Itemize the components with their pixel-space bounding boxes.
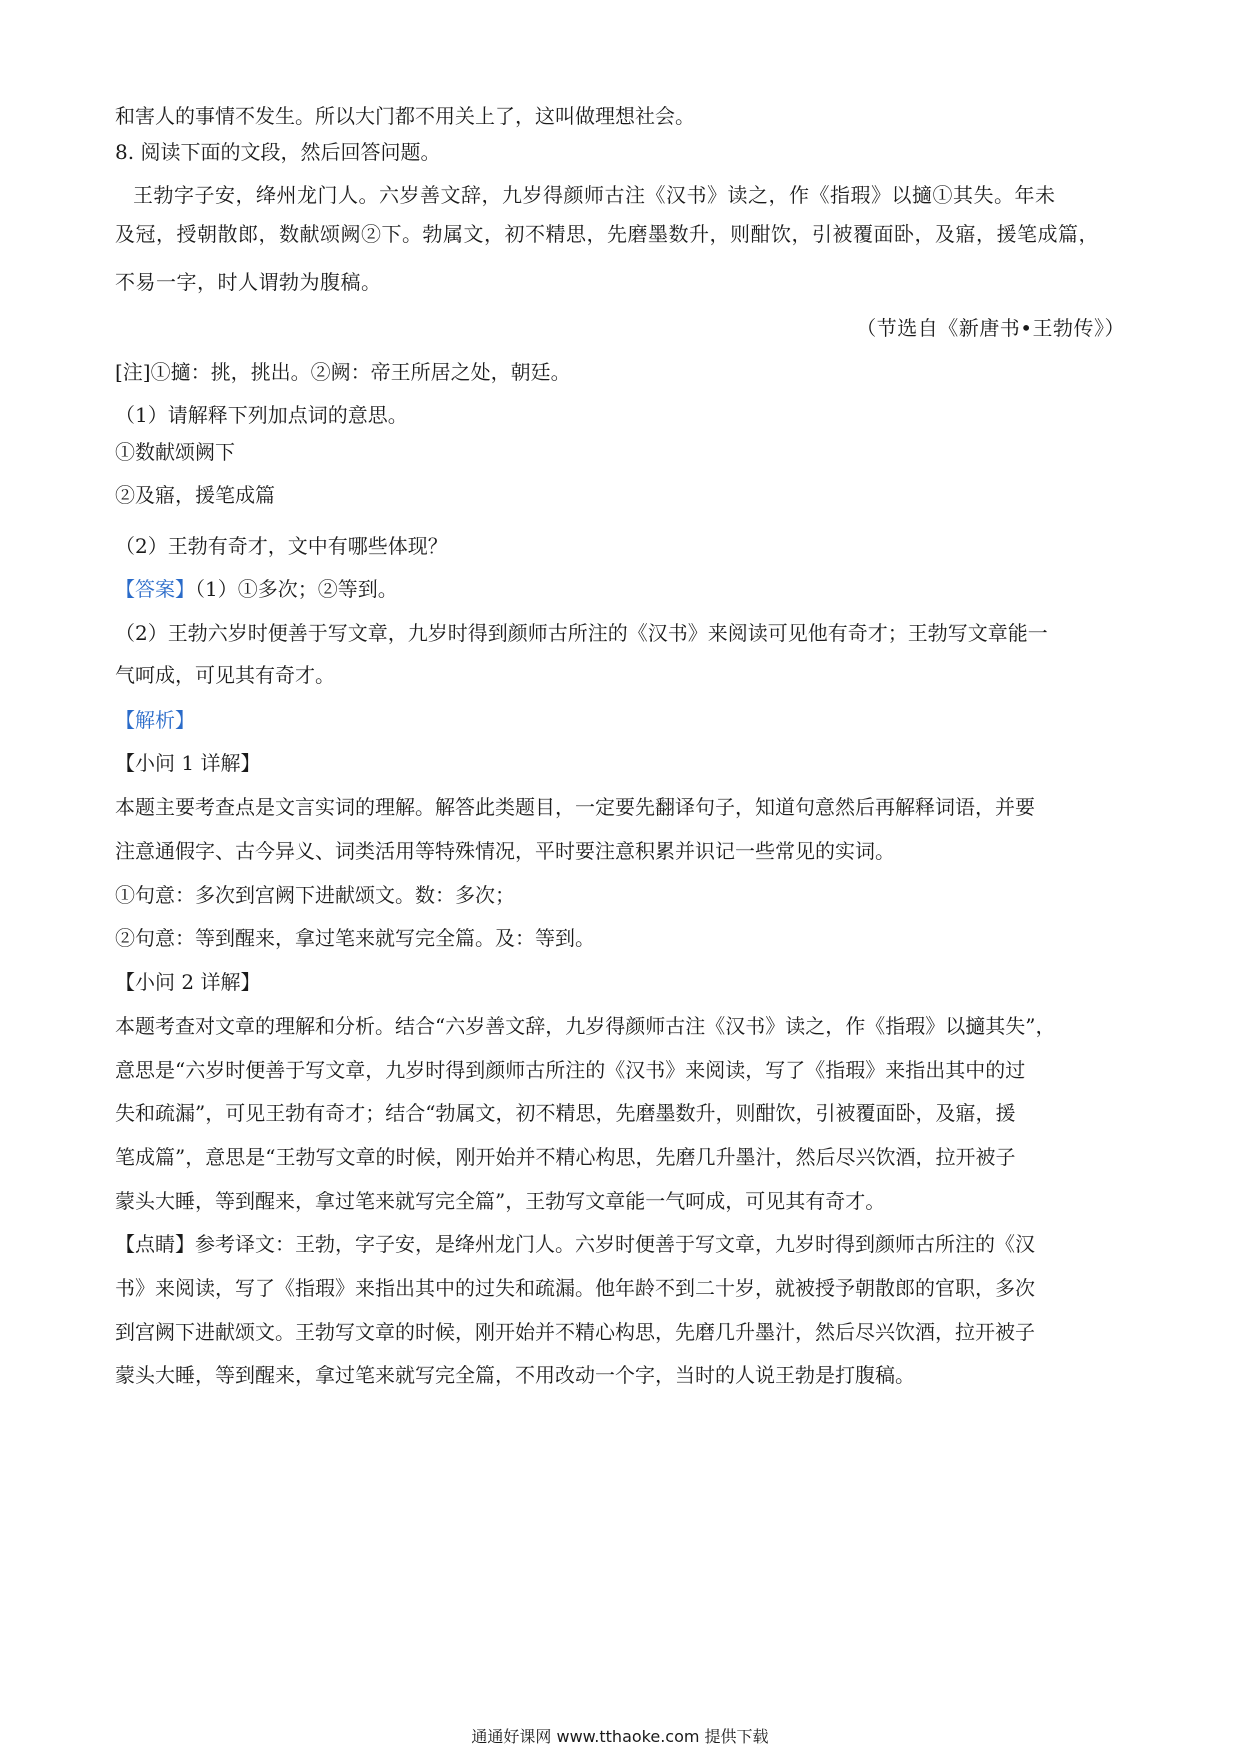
question-heading: 8. 阅读下面的文段，然后回答问题。 <box>115 140 441 164</box>
translation-line: 书》来阅读，写了《指瑕》来指出其中的过失和疏漏。他年龄不到二十岁，就被授予朝散郎的官职，多次 <box>115 1276 1035 1300</box>
analysis-line: 本题考查对文章的理解和分析。结合“六岁善文辞，九岁得颜师古注《汉书》读之，作《指瑕》以擿其失”， <box>115 1014 1056 1038</box>
section-heading: 【小问 2 详解】 <box>115 970 261 994</box>
answer-line: 气呵成，可见其有奇才。 <box>115 663 335 687</box>
note-line: [注]①擿：挑，挑出。②阙：帝王所居之处，朝廷。 <box>115 360 571 384</box>
section-heading: 【小问 1 详解】 <box>115 751 261 775</box>
analysis-line: ②句意：等到醒来，拿过笔来就写完全篇。及：等到。 <box>115 926 595 950</box>
analysis-line: 注意通假字、古今异义、词类活用等特殊情况，平时要注意积累并识记一些常见的实词。 <box>115 839 895 863</box>
analysis-line: 蒙头大睡，等到醒来，拿过笔来就写完全篇”，王勃写文章能一气呵成，可见其有奇才。 <box>115 1189 886 1213</box>
source-citation: （节选自《新唐书•王勃传》） <box>856 316 1125 340</box>
answer-line: （2）王勃六岁时便善于写文章，九岁时得到颜师古所注的《汉书》来阅读可见他有奇才；王勃写文章能一 <box>115 621 1048 645</box>
translation-line: 到宫阙下进献颂文。王勃写文章的时候，刚开始并不精心构思，先磨几升墨汁，然后尽兴饮酒，拉开被子 <box>115 1320 1035 1344</box>
passage-line: 及冠，授朝散郎，数献颂阙②下。勃属文，初不精思，先磨墨数升，则酣饮，引被覆面卧，及寤，援笔成篇， <box>115 222 1099 246</box>
analysis-line: 意思是“六岁时便善于写文章，九岁时得到颜师古所注的《汉书》来阅读，写了《指瑕》来指出其中的过 <box>115 1058 1026 1082</box>
text-line: 和害人的事情不发生。所以大门都不用关上了，这叫做理想社会。 <box>115 104 695 128</box>
dianjing-label: 【点睛】 <box>115 1232 195 1256</box>
analysis-line: ①句意：多次到宫阙下进献颂文。数：多次； <box>115 883 515 907</box>
translation-line <box>115 1230 1125 1258</box>
passage-line: 王勃字子安，绛州龙门人。六岁善文辞，九岁得颜师古注《汉书》读之，作《指瑕》以擿①其失。年未 <box>133 183 1056 207</box>
item-2: ②及寤，援笔成篇 <box>115 483 275 507</box>
subquestion-1: （1）请解释下列加点词的意思。 <box>115 403 408 427</box>
translation-text: 参考译文：王勃，字子安，是绛州龙门人。六岁时便善于写文章，九岁时得到颜师古所注的《汉 <box>195 1232 1035 1256</box>
answer-text: （1）①多次；②等到。 <box>195 577 398 601</box>
page-footer: 通通好课网 www.tthaoke.com 提供下载 <box>471 1727 769 1746</box>
analysis-line: 笔成篇”，意思是“王勃写文章的时候，刚开始并不精心构思，先磨几升墨汁，然后尽兴饮酒，拉开被子 <box>115 1145 1016 1169</box>
answer-line <box>115 575 1125 603</box>
analysis-label: 【解析】 <box>115 708 195 732</box>
passage-line: 不易一字，时人谓勃为腹稿。 <box>115 270 382 294</box>
analysis-line: 本题主要考查点是文言实词的理解。解答此类题目，一定要先翻译句子，知道句意然后再解释词语，并要 <box>115 795 1035 819</box>
subquestion-2: （2）王勃有奇才，文中有哪些体现？ <box>115 534 448 558</box>
answer-label: 【答案】 <box>115 577 195 601</box>
analysis-line: 失和疏漏”，可见王勃有奇才；结合“勃属文，初不精思，先磨墨数升，则酣饮，引被覆面卧，及寤，援 <box>115 1101 1016 1125</box>
translation-line: 蒙头大睡，等到醒来，拿过笔来就写完全篇，不用改动一个字，当时的人说王勃是打腹稿。 <box>115 1363 915 1387</box>
item-1: ①数献颂阙下 <box>115 440 235 464</box>
